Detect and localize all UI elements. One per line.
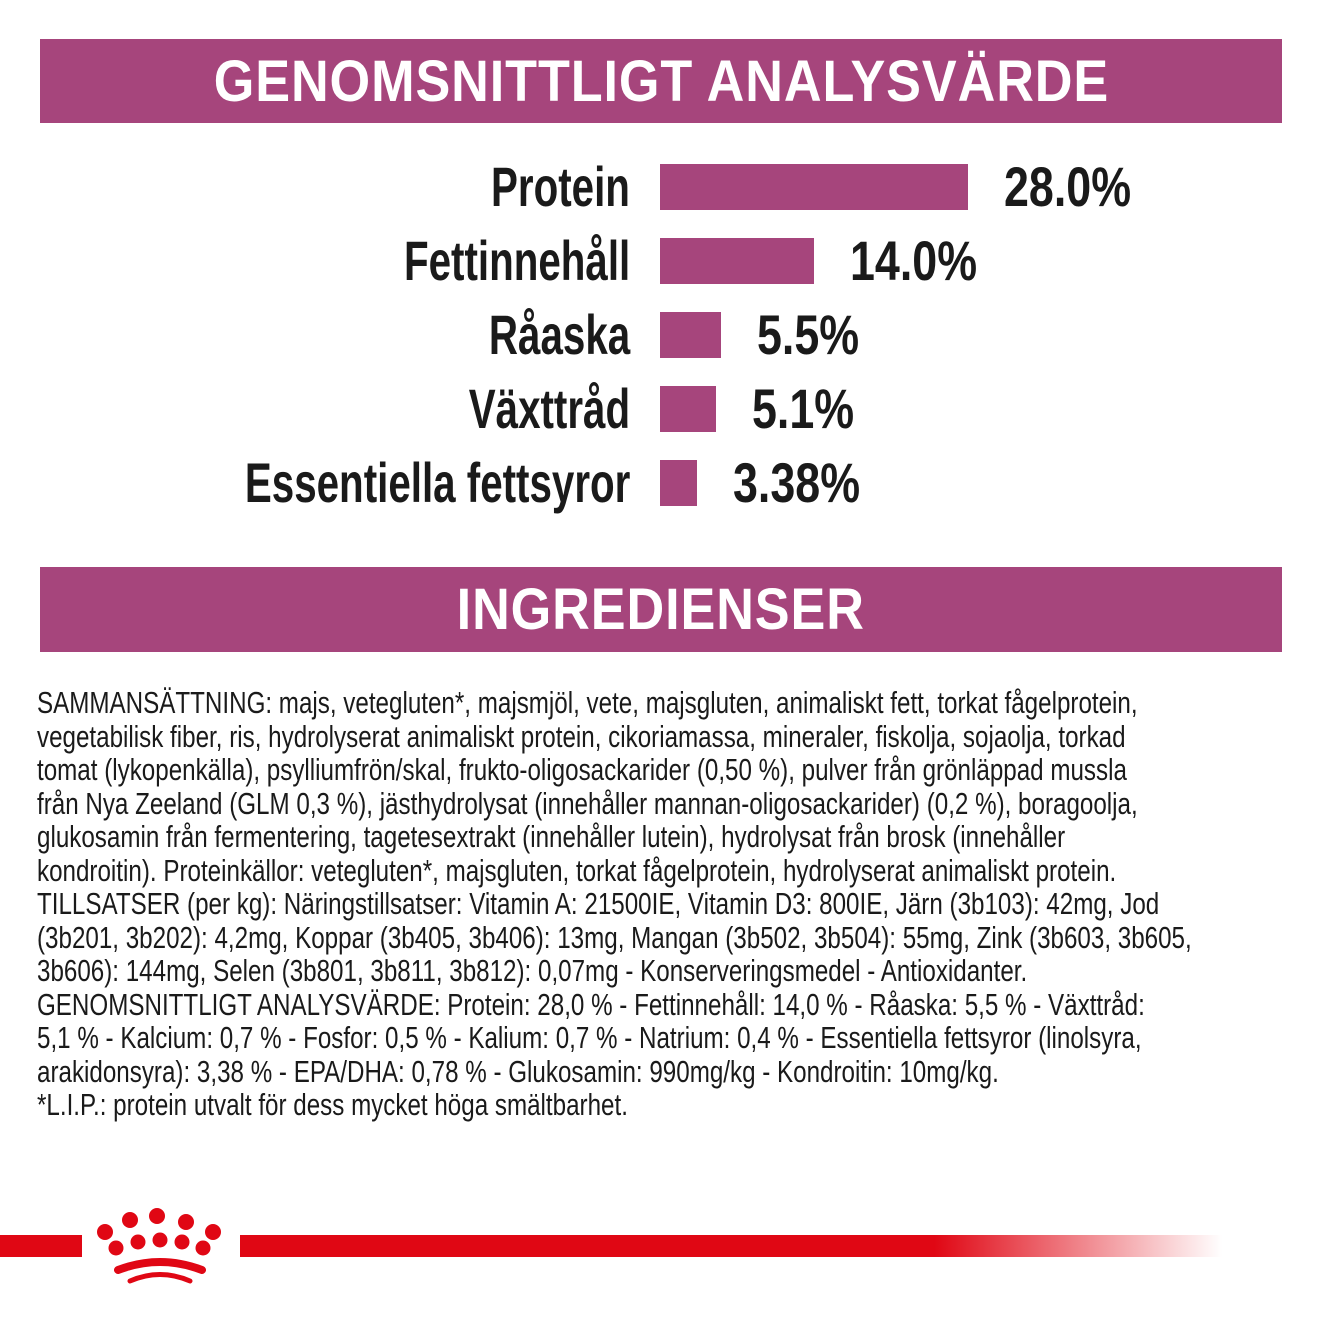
text-line: arakidonsyra): 3,38 % - EPA/DHA: 0,78 % - Glukosamin: 990mg/kg - Kondroitin: 10mg/kg. [37,1053,999,1089]
chart-category-label: Fettinnehåll [403,228,630,292]
text-line: från Nya Zeeland (GLM 0,3 %), jästhydrolysat (innehåller mannan-oligosackarider) (0,2 %), boragoolja, [37,785,1138,821]
chart-value-label: 3.38% [733,451,861,514]
text-line: TILLSATSER (per kg): Näringstillsatser: Vitamin A: 21500IE, Vitamin D3: 800IE, Järn (3b103): 42mg, Jod [37,886,1160,921]
chart-label-cell [0,450,630,514]
analysis-bar-chart [0,0,1320,567]
chart-category-label: Protein [491,154,630,218]
ingredients-text [37,686,1285,1122]
chart-row [0,154,1320,218]
text-line: 3b606): 144mg, Selen (3b801, 3b811, 3b812): 0,07mg - Konserveringsmedel - Antioxidanter. [37,953,1028,988]
chart-row [0,450,1320,514]
text-line: kondroitin). Proteinkällor: vetegluten*, majsgluten, torkat fågelprotein, hydrolyserat animaliskt protein. [37,852,1117,888]
red-stripe-left [0,1235,82,1257]
chart-bar [660,238,814,284]
text-line: SAMMANSÄTTNING: majs, vetegluten*, majsmjöl, vete, majsgluten, animaliskt fett, torkat fågelprotein, [37,685,1138,720]
chart-label-cell [0,302,630,366]
chart-value-label: 5.5% [756,303,859,366]
chart-bar [660,164,968,210]
text-line: (3b201, 3b202): 4,2mg, Koppar (3b405, 3b406): 13mg, Mangan (3b502, 3b504): 55mg, Zink (3b603, 3b605, [37,919,1192,955]
chart-bar [660,386,716,432]
text-line: 5,1 % - Kalcium: 0,7 % - Fosfor: 0,5 % - Kalium: 0,7 % - Natrium: 0,4 % - Essentiella fettsyror (linolsyra, [37,1020,1142,1055]
text-line: *L.I.P.: protein utvalt för dess mycket höga smältbarhet. [37,1087,628,1122]
royal-canin-crown-icon [80,1195,240,1295]
chart-row [0,228,1320,292]
chart-bar [660,312,721,358]
chart-value-label: 28.0% [1004,155,1132,218]
chart-label-cell [0,376,630,440]
chart-label-cell [0,154,630,218]
red-stripe-right [240,1235,1232,1257]
chart-value-label: 14.0% [850,229,978,292]
chart-label-cell [0,228,630,292]
analysis-banner-title: GENOMSNITTLIGT ANALYSVÄRDE [213,48,1109,114]
chart-category-label: Essentiella fettsyror [244,450,630,514]
chart-bar [660,460,697,506]
chart-row [0,302,1320,366]
chart-row [0,376,1320,440]
chart-category-label: Råaska [488,302,630,366]
text-line: glukosamin från fermentering, tagetesextrakt (innehåller lutein), hydrolysat från brosk (innehåller [37,819,1066,854]
text-line: GENOMSNITTLIGT ANALYSVÄRDE: Protein: 28,0 % - Fettinnehåll: 14,0 % - Råaska: 5,5 % - Växttråd: [37,986,1145,1022]
text-line: tomat (lykopenkälla), psylliumfrön/skal, frukto-oligosackarider (0,50 %), pulver från grönläppad mussla [37,752,1127,787]
text-line: vegetabilisk fiber, ris, hydrolyserat animaliskt protein, cikoriamassa, mineraler, fiskolja, sojaolja, torkad [37,718,1126,754]
ingredients-banner-title: INGREDIENSER [456,577,866,642]
ingredients-banner [40,567,1282,652]
chart-category-label: Växttråd [468,376,630,440]
chart-value-label: 5.1% [752,377,855,440]
